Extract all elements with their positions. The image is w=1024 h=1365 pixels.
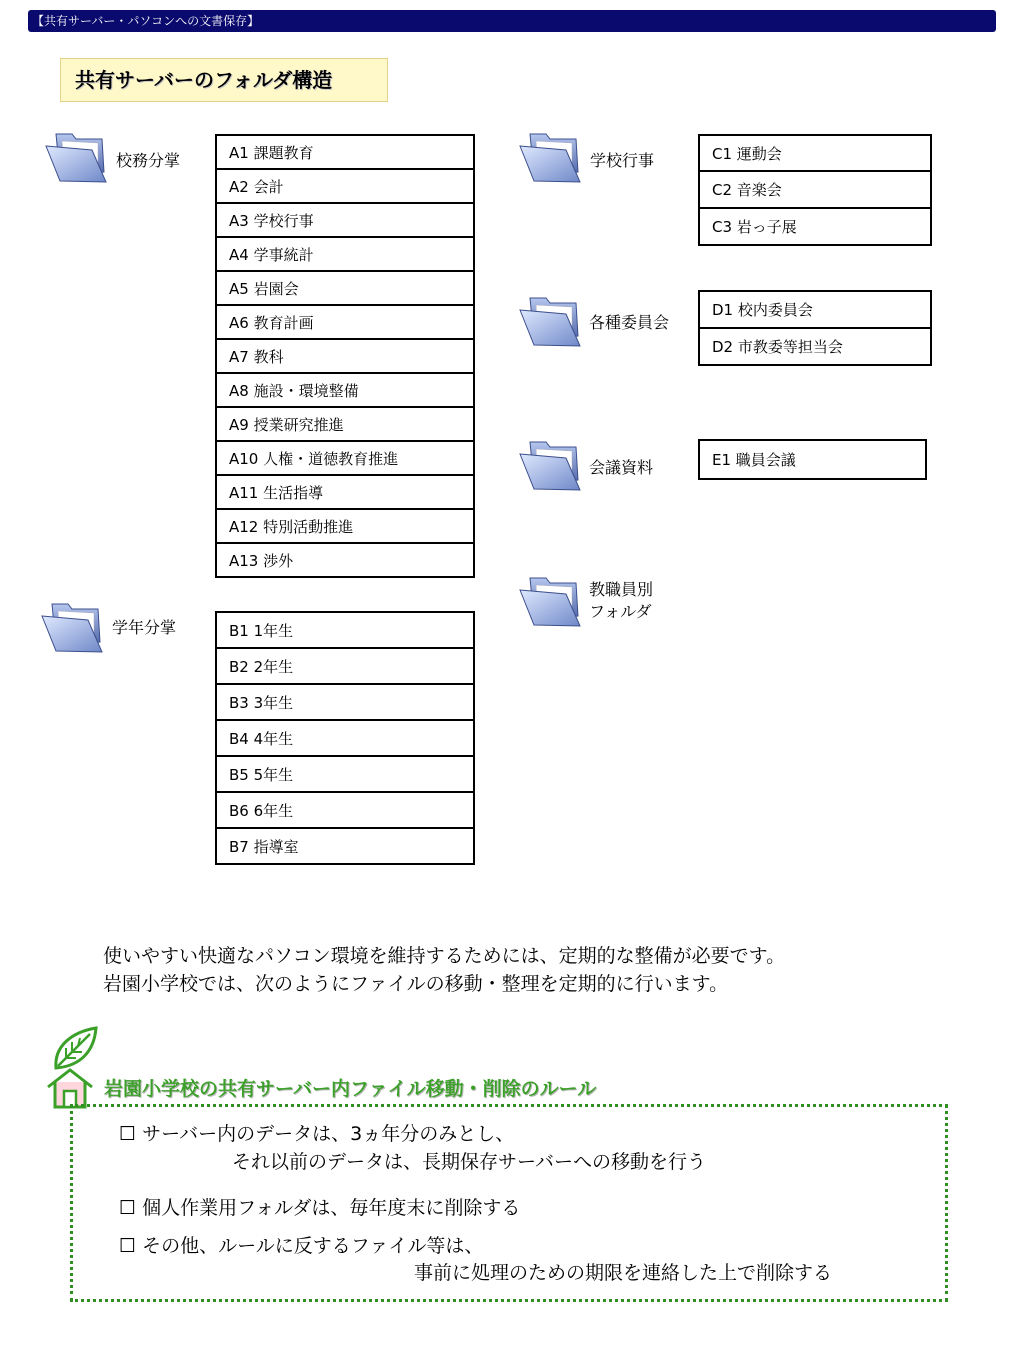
folder-label-f[interactable] <box>589 579 653 623</box>
section-title-text: 共有サーバーのフォルダ構造 <box>75 68 333 92</box>
folder-label-e[interactable]: 会議資料 <box>589 458 654 477</box>
rule-1-line-1: ☐ サーバー内のデータは、3ヵ年分のみとし、 <box>119 1123 515 1145</box>
header-title: 【共有サーバー・パソコンへの文書保存】 <box>32 14 260 28</box>
intro-paragraph <box>103 942 785 998</box>
folder-label-b[interactable]: 学年分掌 <box>112 618 177 637</box>
header-bar <box>28 10 996 32</box>
list-item[interactable]: A13 渉外 <box>216 543 474 577</box>
list-item[interactable]: A8 施設・環境整備 <box>216 373 474 407</box>
folder-icon[interactable] <box>38 596 108 656</box>
rule-1-line-2: それ以前のデータは、長期保存サーバーへの移動を行う <box>232 1151 707 1173</box>
list-item[interactable]: A5 岩園会 <box>216 271 474 305</box>
list-item[interactable]: C2 音楽会 <box>699 171 931 208</box>
list-item[interactable]: B4 4年生 <box>216 720 474 756</box>
rule-3-line-2: 事前に処理のための期限を連絡した上で削除する <box>414 1262 833 1284</box>
folder-icon[interactable] <box>516 570 586 630</box>
list-item[interactable]: A2 会計 <box>216 169 474 203</box>
list-item[interactable]: D1 校内委員会 <box>699 291 931 328</box>
list-item[interactable]: B6 6年生 <box>216 792 474 828</box>
folder-b-list <box>215 611 475 865</box>
list-item[interactable]: A11 生活指導 <box>216 475 474 509</box>
folder-icon[interactable] <box>516 290 586 350</box>
intro-line-1: 使いやすい快適なパソコン環境を維持するためには、定期的な整備が必要です。 <box>103 945 786 967</box>
list-item[interactable]: C3 岩っ子展 <box>699 208 931 245</box>
list-item[interactable]: B2 2年生 <box>216 648 474 684</box>
list-item[interactable]: E1 職員会議 <box>699 440 926 479</box>
folder-e-list <box>698 439 927 480</box>
list-item[interactable]: C1 運動会 <box>699 135 931 171</box>
folder-label-f-line1: 教職員別 <box>589 580 654 599</box>
list-item[interactable]: D2 市教委等担当会 <box>699 328 931 365</box>
list-item[interactable]: A3 学校行事 <box>216 203 474 237</box>
folder-label-f-line2: フォルダ <box>589 602 652 621</box>
rule-3-line-1: ☐ その他、ルールに反するファイル等は、 <box>119 1235 484 1257</box>
list-item[interactable]: B7 指導室 <box>216 828 474 864</box>
section-title <box>60 58 388 102</box>
list-item[interactable]: A10 人権・道徳教育推進 <box>216 441 474 475</box>
folder-icon[interactable] <box>516 434 586 494</box>
list-item[interactable]: A4 学事統計 <box>216 237 474 271</box>
list-item[interactable]: A7 教科 <box>216 339 474 373</box>
folder-a-list <box>215 134 475 578</box>
folder-icon[interactable] <box>516 126 586 186</box>
list-item[interactable]: A1 課題教育 <box>216 135 474 169</box>
list-item[interactable]: A9 授業研究推進 <box>216 407 474 441</box>
list-item[interactable]: B5 5年生 <box>216 756 474 792</box>
folder-label-a[interactable]: 校務分掌 <box>116 151 181 170</box>
folder-d-list <box>698 290 932 366</box>
folder-icon[interactable] <box>42 126 112 186</box>
folder-c-list <box>698 134 932 246</box>
list-item[interactable]: A6 教育計画 <box>216 305 474 339</box>
folder-label-c[interactable]: 学校行事 <box>590 151 655 170</box>
rule-2-line-1: ☐ 個人作業用フォルダは、毎年度末に削除する <box>119 1197 521 1219</box>
rules-title: 岩園小学校の共有サーバー内ファイル移動・削除のルール <box>104 1078 597 1100</box>
list-item[interactable]: B3 3年生 <box>216 684 474 720</box>
folder-label-d[interactable]: 各種委員会 <box>589 313 670 332</box>
intro-line-2: 岩園小学校では、次のようにファイルの移動・整理を定期的に行います。 <box>103 973 729 995</box>
list-item[interactable]: B1 1年生 <box>216 612 474 648</box>
list-item[interactable]: A12 特別活動推進 <box>216 509 474 543</box>
